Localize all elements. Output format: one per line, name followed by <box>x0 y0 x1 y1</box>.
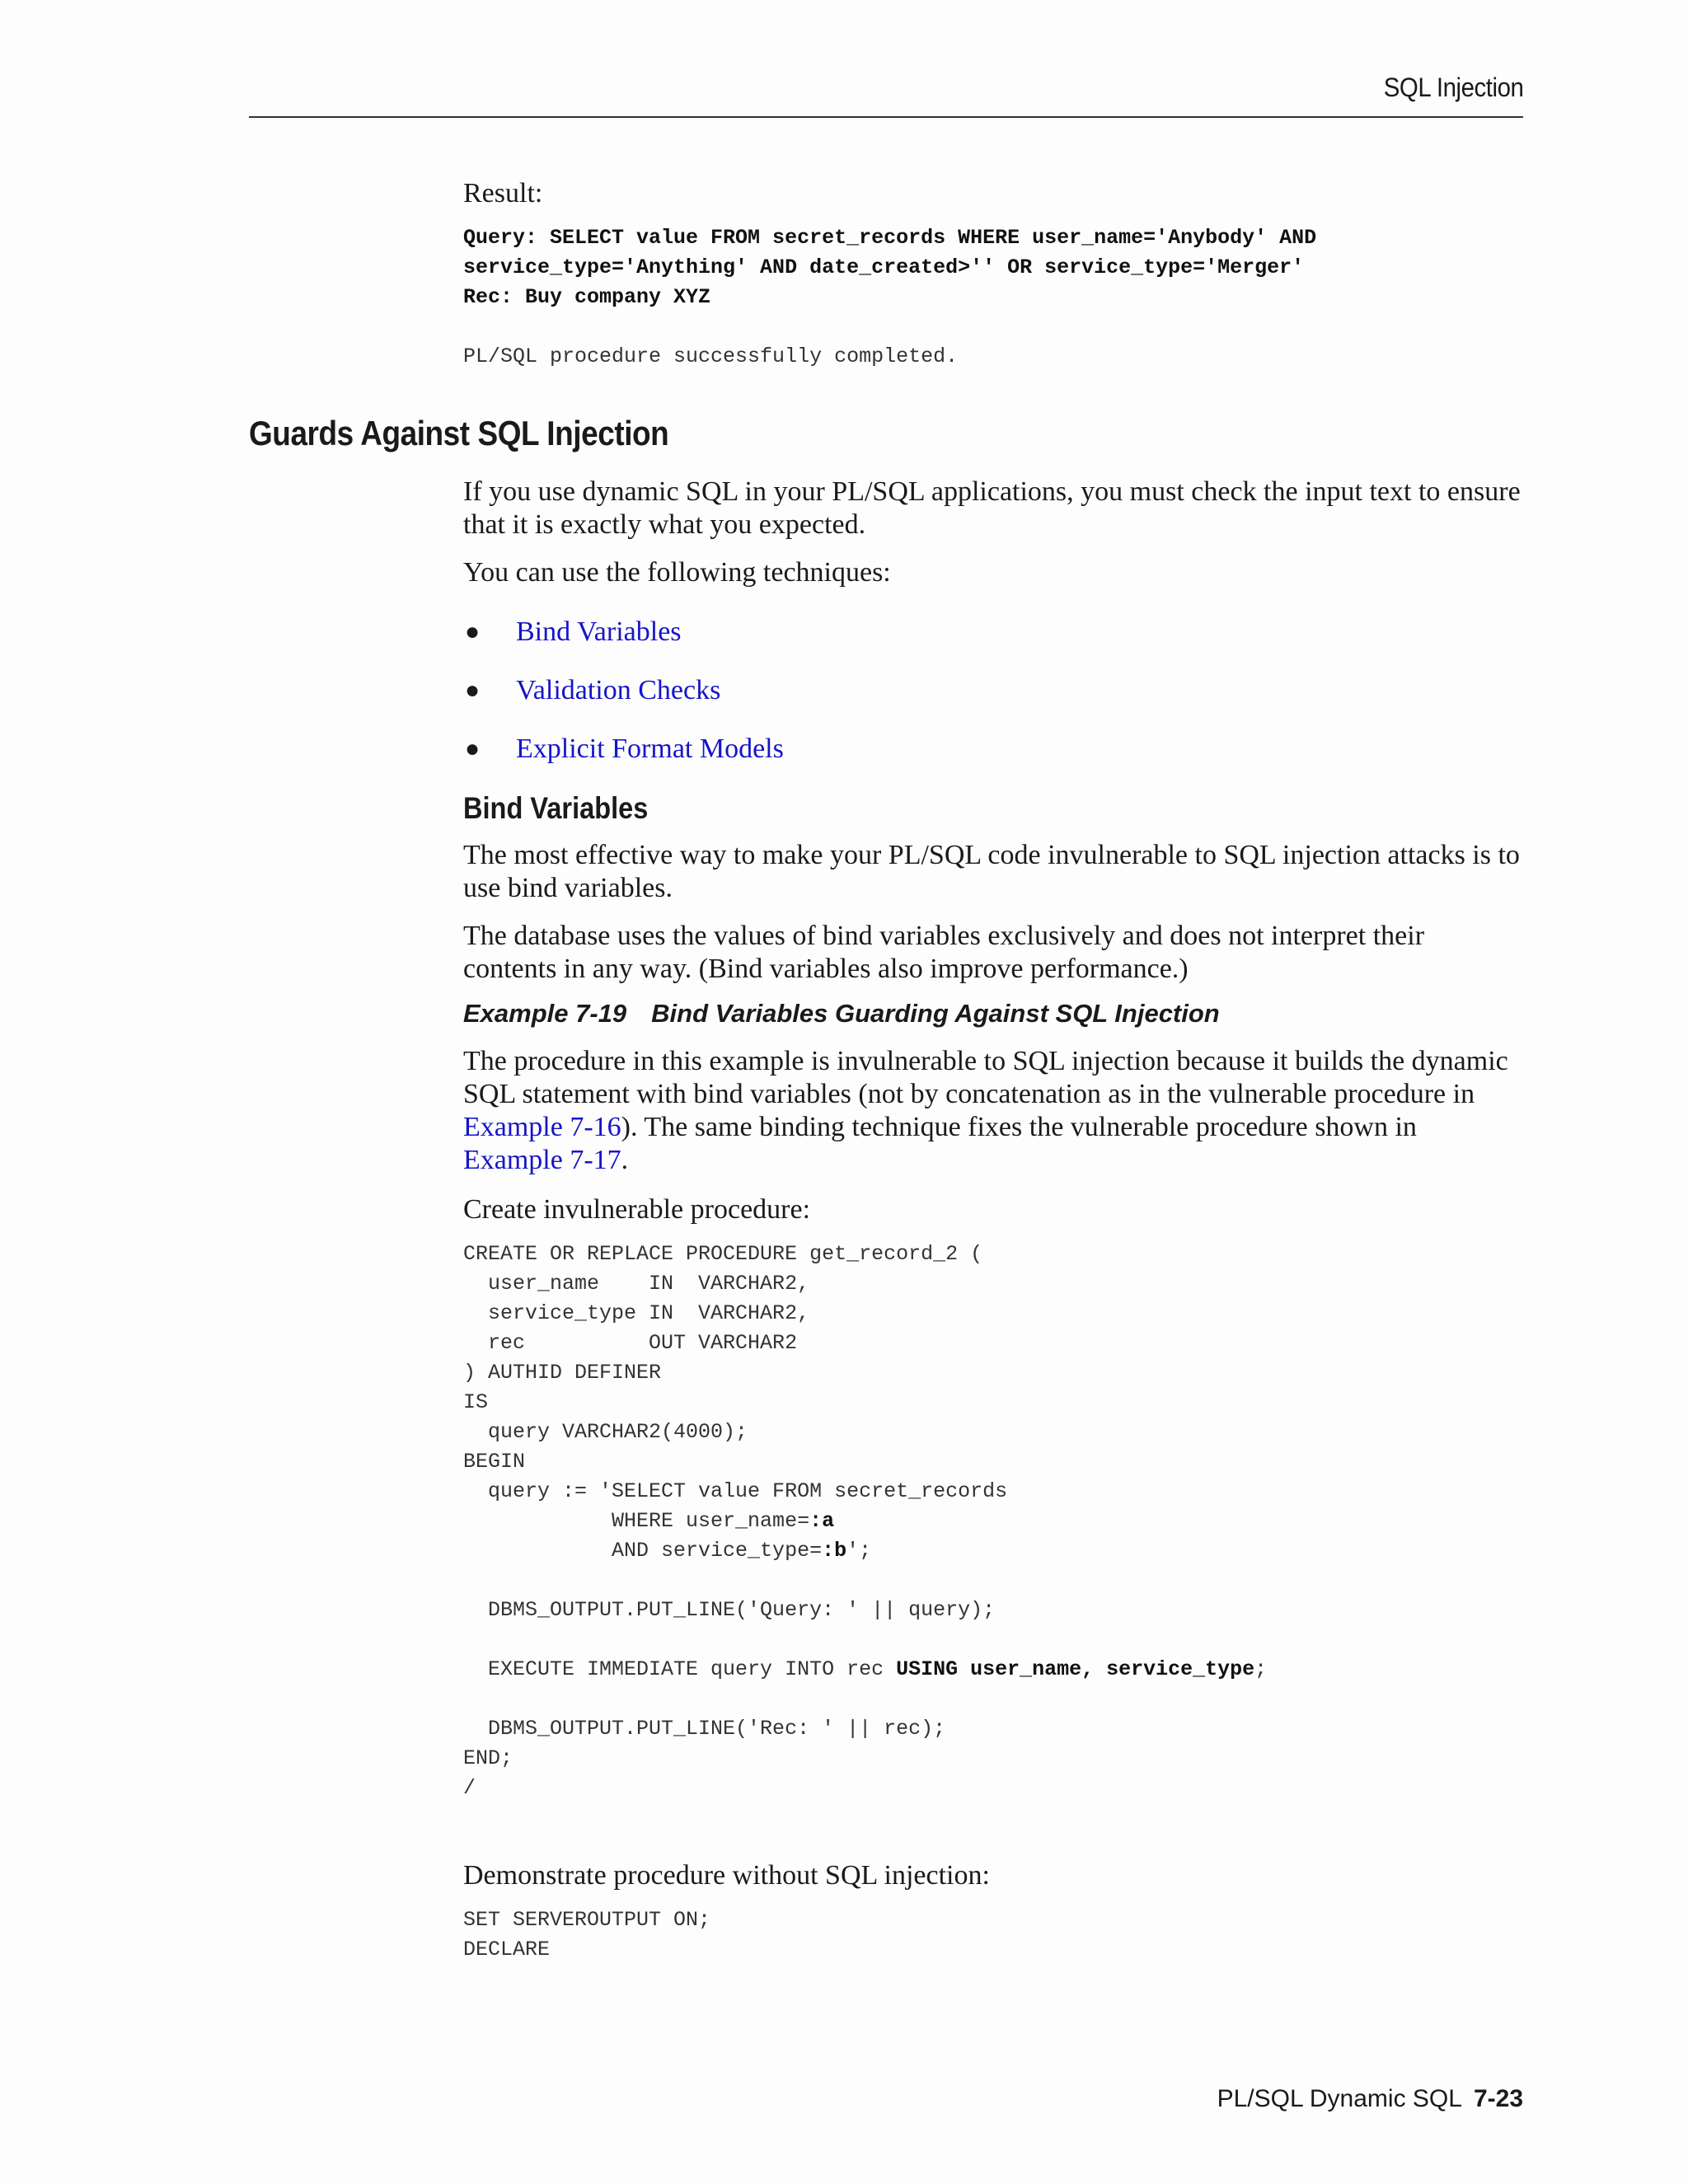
running-head: SQL Injection <box>1383 73 1523 102</box>
code-line: SET SERVEROUTPUT ON; <box>463 1908 711 1932</box>
bind-paragraph-1: The most effective way to make your PL/SQL code invulnerable to SQL injection attacks is to use bind variables. <box>463 840 1520 903</box>
code-blank-line <box>463 1625 1523 1655</box>
page-footer <box>1217 2085 1523 2113</box>
code-line: ) AUTHID DEFINER <box>463 1361 662 1385</box>
code-text: AND service_type= <box>463 1539 823 1563</box>
code-line: DECLARE <box>463 1938 551 1961</box>
code-line <box>463 1507 1523 1536</box>
top-result-block <box>463 177 1523 372</box>
bullet-icon: ● <box>465 735 481 762</box>
page-number: 7-23 <box>1473 2085 1523 2112</box>
subsection-heading: Bind Variables <box>463 791 649 825</box>
code-text: '; <box>846 1539 872 1563</box>
code-text: ; <box>1254 1657 1268 1681</box>
techniques-lead: You can use the following techniques: <box>463 557 891 588</box>
code-line: CREATE OR REPLACE PROCEDURE get_record_2 ( <box>463 1242 983 1266</box>
result-line-1: Query: SELECT value FROM secret_records WHERE user_name='Anybody' AND <box>463 226 1317 250</box>
techniques-list <box>463 616 1523 766</box>
intro-paragraph: If you use dynamic SQL in your PL/SQL applications, you must check the input text to ensure that it is exactly what you expected. <box>463 476 1521 540</box>
section-heading: Guards Against SQL Injection <box>249 414 669 452</box>
code-line: BEGIN <box>463 1450 526 1474</box>
code-blank-line <box>463 1685 1523 1714</box>
code-line: query := 'SELECT value FROM secret_records <box>463 1479 1008 1503</box>
section-body <box>463 476 1523 1965</box>
link-bind-variables[interactable]: Bind Variables <box>516 616 682 647</box>
example-text: . <box>621 1145 629 1175</box>
result-line-2: service_type='Anything' AND date_created>'' OR service_type='Merger' <box>463 255 1305 279</box>
code-line: / <box>463 1776 476 1800</box>
create-label: Create invulnerable procedure: <box>463 1194 811 1225</box>
example-title <box>463 999 1523 1029</box>
code-line: service_type IN VARCHAR2, <box>463 1301 810 1325</box>
link-example-7-17[interactable]: Example 7-17 <box>463 1145 621 1175</box>
list-item <box>463 674 1523 707</box>
bind-paragraph-2: The database uses the values of bind variables exclusively and does not interpret their contents in any way. (Bind variables also improve performance.) <box>463 921 1425 984</box>
header-rule <box>249 116 1523 118</box>
code-line: IS <box>463 1390 489 1414</box>
code-line <box>463 1536 1523 1566</box>
example-text: ). The same binding technique fixes the vulnerable procedure shown in <box>621 1112 1417 1142</box>
bind-placeholder-b: :b <box>822 1539 847 1563</box>
result-line-3: Rec: Buy company XYZ <box>463 285 711 309</box>
bullet-icon: ● <box>465 677 481 704</box>
example-text: The procedure in this example is invulnerable to SQL injection because it builds the dynamic SQL statement with bind variables (not by concatenation as in the vulnerable procedure in <box>463 1046 1508 1109</box>
code-text: WHERE user_name= <box>463 1509 810 1533</box>
code-line: user_name IN VARCHAR2, <box>463 1272 810 1296</box>
bind-placeholder-a: :a <box>809 1509 835 1533</box>
code-line: DBMS_OUTPUT.PUT_LINE('Rec: ' || rec); <box>463 1717 946 1741</box>
code-line <box>463 1655 1523 1685</box>
code-line: END; <box>463 1746 513 1770</box>
link-explicit-format-models[interactable]: Explicit Format Models <box>516 733 784 764</box>
example-caption: Bind Variables Guarding Against SQL Injection <box>651 999 1220 1028</box>
completed-message: PL/SQL procedure successfully completed. <box>463 344 959 368</box>
example-description <box>463 1045 1523 1177</box>
link-validation-checks[interactable]: Validation Checks <box>516 675 721 705</box>
footer-chapter: PL/SQL Dynamic SQL <box>1217 2085 1462 2112</box>
list-item <box>463 616 1523 649</box>
code-listing <box>463 1240 1523 1803</box>
using-clause: USING user_name, service_type <box>896 1657 1255 1681</box>
demo-label: Demonstrate procedure without SQL injection: <box>463 1860 990 1891</box>
result-label: Result: <box>463 178 543 209</box>
list-item <box>463 733 1523 766</box>
code-line: DBMS_OUTPUT.PUT_LINE('Query: ' || query); <box>463 1598 996 1622</box>
code-text: EXECUTE IMMEDIATE query INTO rec <box>463 1657 897 1681</box>
link-example-7-16[interactable]: Example 7-16 <box>463 1112 621 1142</box>
bullet-icon: ● <box>465 618 481 645</box>
code-line: query VARCHAR2(4000); <box>463 1420 748 1444</box>
code-line: rec OUT VARCHAR2 <box>463 1331 798 1355</box>
code-blank-line <box>463 1566 1523 1596</box>
example-number: Example 7-19 <box>463 999 627 1028</box>
